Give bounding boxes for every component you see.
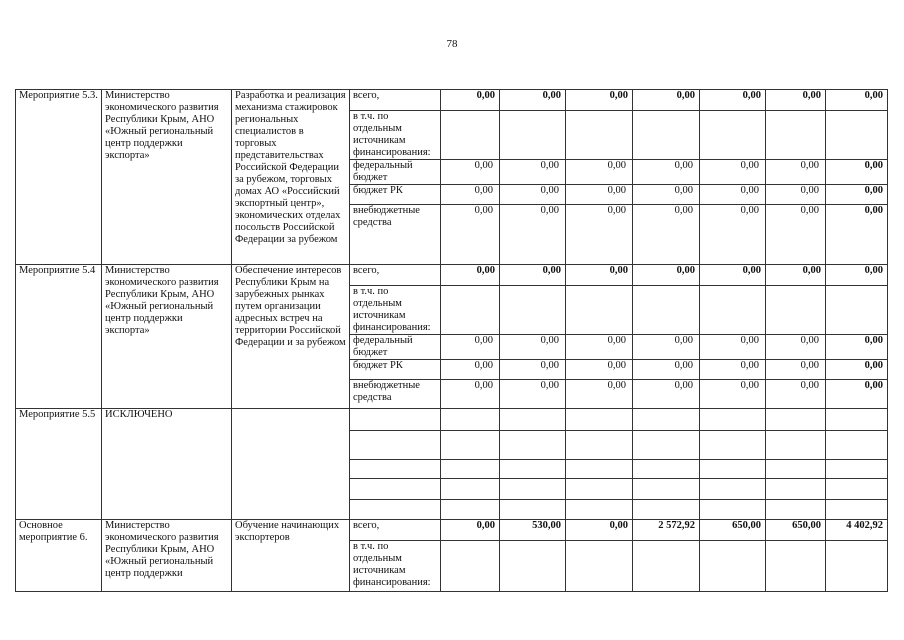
value-cell: 0,00: [441, 380, 500, 409]
source-label: в т.ч. по отдельным источникам финансирования:: [350, 111, 441, 160]
value-cell: 0,00: [566, 380, 633, 409]
source-label: внебюджетные средства: [350, 380, 441, 409]
value-cell: 0,00: [500, 360, 566, 380]
value-cell: 0,00: [766, 335, 826, 360]
value-cell: 0,00: [766, 380, 826, 409]
source-label: федеральный бюджет: [350, 160, 441, 185]
description-cell: Обучение начинающих экспортеров: [232, 520, 350, 592]
description-cell: Разработка и реализация механизма стажировок региональных специалистов в торговых представительствах Российской Федерации за рубежом, торговых домах АО «Российский экспортный центр», экономических отделах посольств Российской Федерации за рубежом: [232, 90, 350, 265]
source-label: всего,: [350, 520, 441, 541]
value-cell: 0,00: [500, 380, 566, 409]
value-cell: 530,00: [500, 520, 566, 541]
value-cell: 0,00: [500, 185, 566, 205]
value-cell: 0,00: [700, 185, 766, 205]
value-cell: 0,00: [441, 520, 500, 541]
executor-cell: ИСКЛЮЧЕНО: [102, 409, 232, 520]
value-cell: 0,00: [441, 335, 500, 360]
value-cell: 0,00: [566, 90, 633, 111]
value-cell: 0,00: [441, 185, 500, 205]
value-cell: 0,00: [441, 360, 500, 380]
value-cell: 0,00: [700, 160, 766, 185]
page-number: 78: [446, 38, 458, 50]
value-cell: 0,00: [826, 360, 888, 380]
table-row: [16, 520, 888, 541]
source-label: внебюджетные средства: [350, 205, 441, 265]
value-cell: 0,00: [500, 205, 566, 265]
source-label: всего,: [350, 265, 441, 286]
value-cell: 0,00: [633, 160, 700, 185]
value-cell: 0,00: [766, 160, 826, 185]
value-cell: 0,00: [633, 205, 700, 265]
value-cell: 0,00: [633, 380, 700, 409]
value-cell: 0,00: [633, 335, 700, 360]
description-cell: Обеспечение интересов Республики Крым на зарубежных рынках путем организации адресных встреч на территории Российской Федерации и за рубежом: [232, 265, 350, 409]
value-cell: 0,00: [441, 160, 500, 185]
value-cell: 0,00: [441, 205, 500, 265]
value-cell: 0,00: [500, 335, 566, 360]
value-cell: 0,00: [566, 265, 633, 286]
value-cell: 0,00: [700, 360, 766, 380]
source-label: бюджет РК: [350, 360, 441, 380]
value-cell: 0,00: [633, 265, 700, 286]
value-cell: 0,00: [700, 90, 766, 111]
event-cell: Мероприятие 5.5: [16, 409, 102, 520]
value-cell: 0,00: [766, 360, 826, 380]
executor-cell: Министерство экономического развития Республики Крым, АНО «Южный региональный центр поддержки: [102, 520, 232, 592]
value-cell: 0,00: [826, 160, 888, 185]
value-cell: 650,00: [700, 520, 766, 541]
financing-table: [15, 89, 888, 592]
source-label: бюджет РК: [350, 185, 441, 205]
value-cell: 0,00: [566, 185, 633, 205]
executor-cell: Министерство экономического развития Республики Крым, АНО «Южный региональный центр поддержки экспорта»: [102, 90, 232, 265]
value-cell: 0,00: [441, 90, 500, 111]
table-row: [16, 90, 888, 111]
value-cell: 0,00: [566, 335, 633, 360]
value-cell: 0,00: [826, 265, 888, 286]
value-cell: 0,00: [700, 335, 766, 360]
value-cell: 0,00: [633, 185, 700, 205]
value-cell: 0,00: [766, 205, 826, 265]
value-cell: 0,00: [766, 90, 826, 111]
value-cell: 0,00: [566, 205, 633, 265]
value-cell: 0,00: [566, 160, 633, 185]
value-cell: 0,00: [826, 205, 888, 265]
table-row: [16, 265, 888, 286]
value-cell: 650,00: [766, 520, 826, 541]
event-cell: Мероприятие 5.3.: [16, 90, 102, 265]
value-cell: 0,00: [766, 265, 826, 286]
source-label: всего,: [350, 90, 441, 111]
table-row: [16, 409, 888, 431]
executor-cell: Министерство экономического развития Республики Крым, АНО «Южный региональный центр поддержки экспорта»: [102, 265, 232, 409]
value-cell: 0,00: [566, 520, 633, 541]
value-cell: 0,00: [500, 90, 566, 111]
value-cell: 0,00: [441, 265, 500, 286]
value-cell: 0,00: [826, 185, 888, 205]
event-cell: Мероприятие 5.4: [16, 265, 102, 409]
value-cell: 0,00: [766, 185, 826, 205]
value-cell: 0,00: [633, 360, 700, 380]
value-cell: 0,00: [566, 360, 633, 380]
source-label: в т.ч. по отдельным источникам финансирования:: [350, 286, 441, 335]
source-label: в т.ч. по отдельным источникам финансирования:: [350, 541, 441, 592]
value-cell: 0,00: [826, 90, 888, 111]
value-cell: 4 402,92: [826, 520, 888, 541]
value-cell: 0,00: [500, 265, 566, 286]
value-cell: 0,00: [633, 90, 700, 111]
value-cell: 0,00: [700, 380, 766, 409]
value-cell: 0,00: [700, 205, 766, 265]
value-cell: 0,00: [826, 335, 888, 360]
value-cell: 0,00: [500, 160, 566, 185]
value-cell: 2 572,92: [633, 520, 700, 541]
source-label: федеральный бюджет: [350, 335, 441, 360]
value-cell: 0,00: [826, 380, 888, 409]
event-cell: Основное мероприятие 6.: [16, 520, 102, 592]
value-cell: 0,00: [700, 265, 766, 286]
